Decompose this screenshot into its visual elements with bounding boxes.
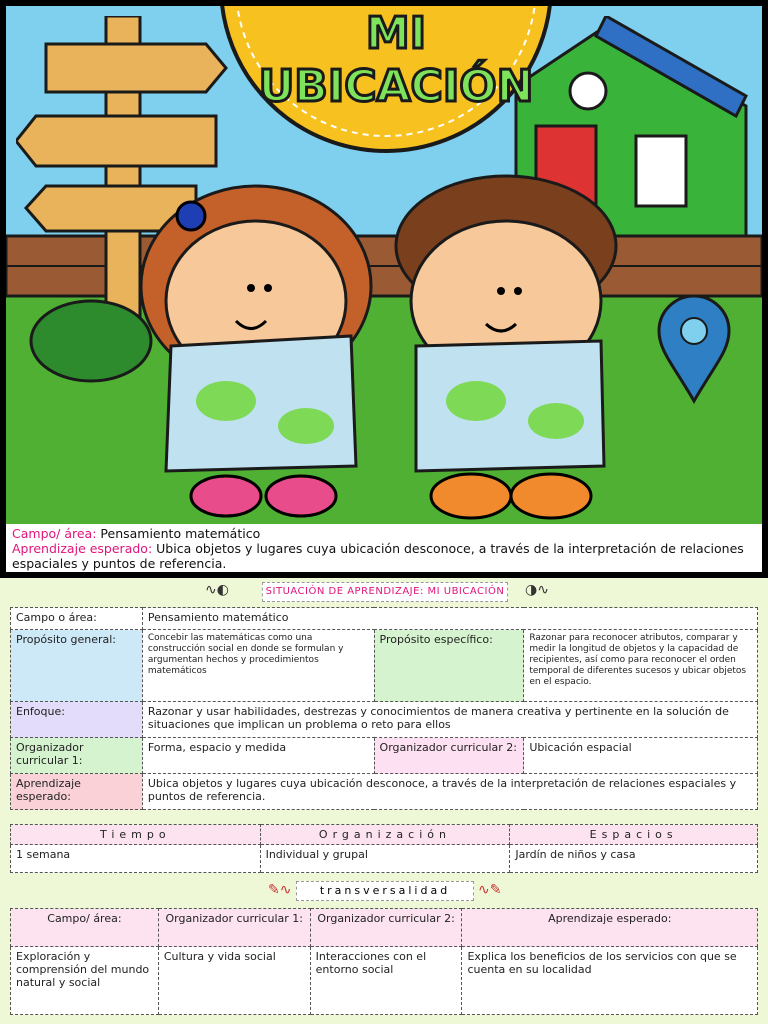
situation-table [10,607,758,810]
enfoque-value: Razonar y usar habilidades, destrezas y conocimientos de manera creativa y pertinente en la solución de situaciones que implican un problema o reto para ellos [142,702,757,738]
time-organization-table [10,824,758,873]
cover-title [236,6,556,112]
caption-campo [12,526,756,541]
caption-aprendizaje-key: Aprendizaje esperado: [12,541,153,556]
table-row [11,825,758,845]
organizador-1-value: Forma, espacio y medida [142,738,374,774]
situation-banner [0,578,768,604]
caption-aprendizaje-value: Ubica objetos y lugares cuya ubicación desconoce, a través de la interpretación de relaciones espaciales y puntos de referencia. [12,541,744,571]
cover-caption [6,524,762,572]
cover-scene [6,6,762,572]
table-row [11,630,758,702]
organizador-1-transv-value: Cultura y vida social [158,947,310,1015]
proposito-general-label: Propósito general: [11,630,143,702]
organizacion-header: Organización [260,825,510,845]
proposito-especifico-value: Razonar para reconocer atributos, comparar y medir la longitud de objetos y la capacidad de recipientes, así como para reconocer el orden temporal de diferentes sucesos y ubicar objetos en el espacio. [524,630,758,702]
tiempo-value: 1 semana [11,845,261,873]
organizador-2-transv-value: Interacciones con el entorno social [310,947,462,1015]
aprendizaje-transv-value: Explica los beneficios de los servicios con que se cuenta en su localidad [462,947,758,1015]
table-row [11,738,758,774]
espacios-value: Jardín de niños y casa [510,845,758,873]
table-row [11,947,758,1015]
table-row [11,845,758,873]
pencil-decoration-icon: ✎∿ [268,882,292,898]
organizador-1-header: Organizador curricular 1: [158,909,310,947]
proposito-general-value: Concebir las matemáticas como una construcción social en donde se formulan y argumentan hechos y procedimientos matemáticos [142,630,374,702]
caption-campo-key: Campo/ área: [12,526,97,541]
organizador-2-value: Ubicación espacial [524,738,758,774]
organizador-2-label: Organizador curricular 2: [374,738,524,774]
table-row [11,702,758,738]
boy-with-map-graphic [376,166,636,521]
title-line-1: MI [365,8,427,59]
title-line-2: UBICACIÓN [258,61,534,112]
enfoque-label: Enfoque: [11,702,143,738]
organizacion-value: Individual y grupal [260,845,510,873]
table-row [11,774,758,810]
campo-header: Campo/ área: [11,909,159,947]
organizador-2-header: Organizador curricular 2: [310,909,462,947]
transversalidad-title: transversalidad [296,881,474,901]
campo-label: Campo o área: [11,608,143,630]
campo-value: Pensamiento matemático [142,608,757,630]
swirl-decoration-icon: ◑∿ [525,582,549,598]
proposito-especifico-label: Propósito específico: [374,630,524,702]
campo-transv-value: Exploración y comprensión del mundo natural y social [11,947,159,1015]
pencil-decoration-icon: ∿✎ [478,882,502,898]
table-row [11,909,758,947]
caption-aprendizaje [12,541,756,571]
swirl-decoration-icon: ∿◐ [205,582,229,598]
aprendizaje-header: Aprendizaje esperado: [462,909,758,947]
situation-title: SITUACIÓN DE APRENDIZAJE: MI UBICACIÓN [262,582,508,602]
aprendizaje-value: Ubica objetos y lugares cuya ubicación desconoce, a través de la interpretación de relaciones espaciales y puntos de referencia. [142,774,757,810]
table-row [11,608,758,630]
girl-with-map-graphic [126,176,386,521]
caption-campo-value: Pensamiento matemático [100,526,261,541]
espacios-header: Espacios [510,825,758,845]
tiempo-header: Tiempo [11,825,261,845]
aprendizaje-label: Aprendizaje esperado: [11,774,143,810]
organizador-1-label: Organizador curricular 1: [11,738,143,774]
location-pin-icon [654,291,734,411]
transversalidad-table [10,908,758,1015]
